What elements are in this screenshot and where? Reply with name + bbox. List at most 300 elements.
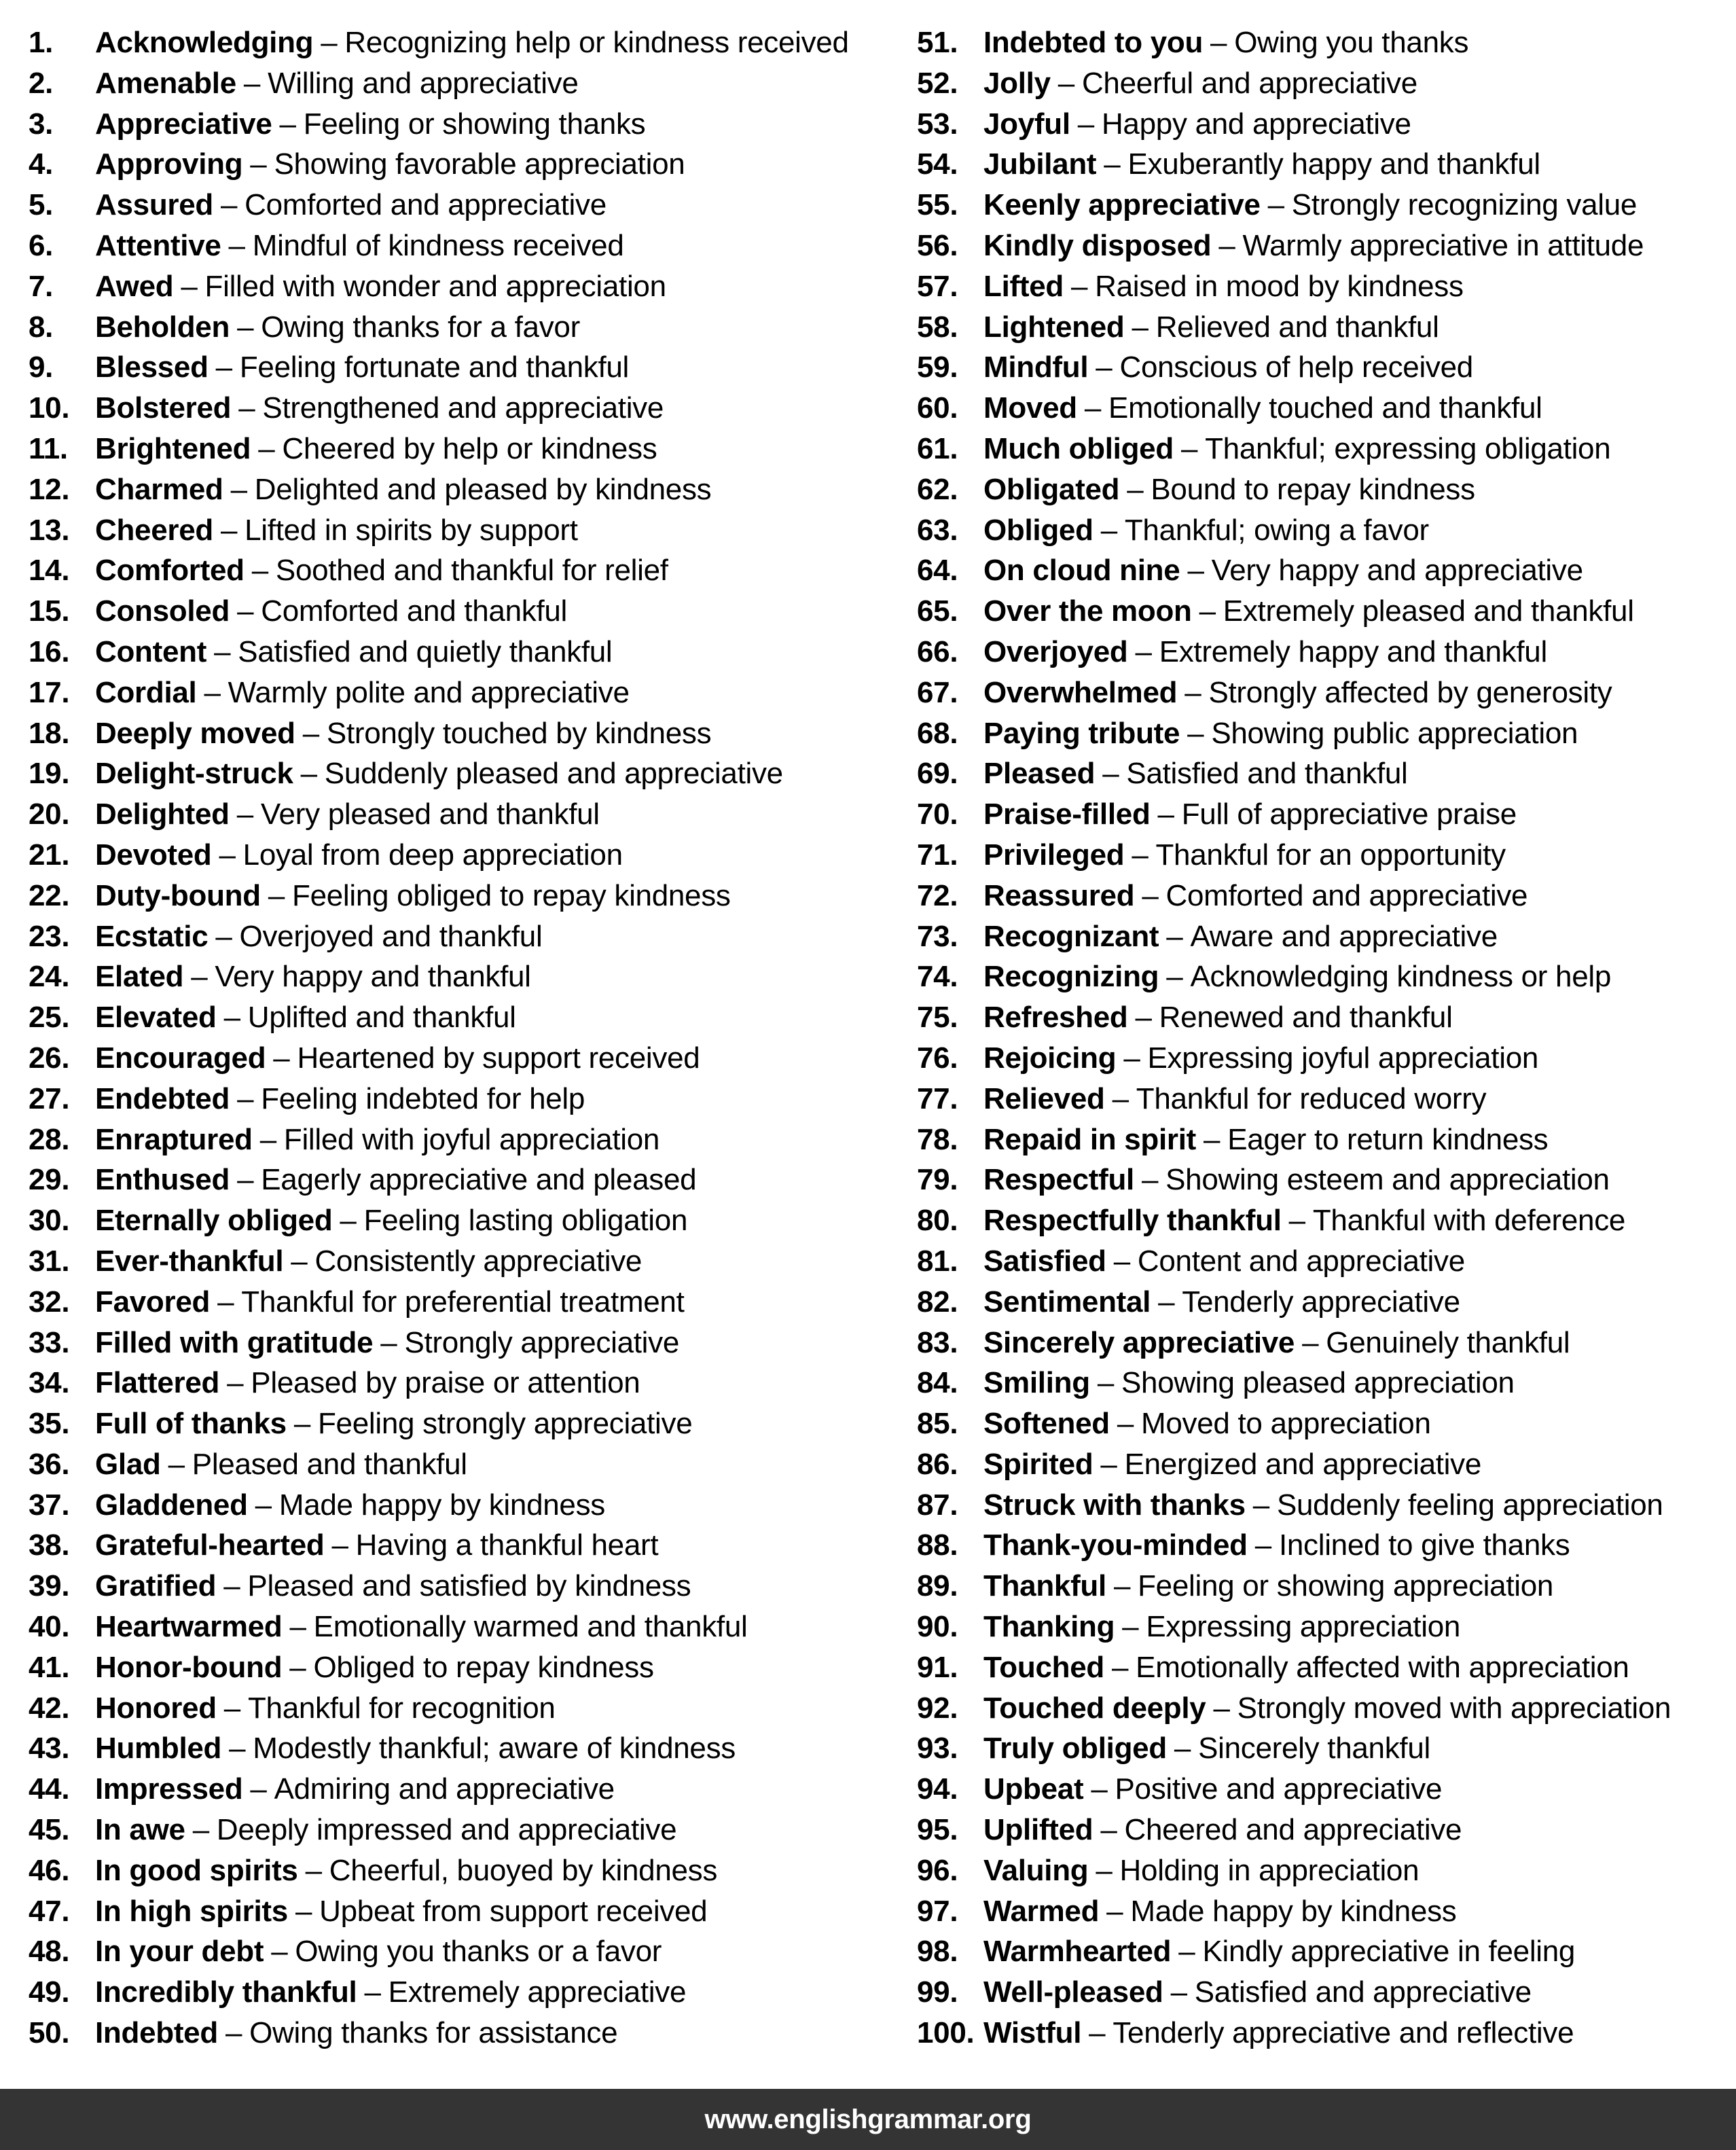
item-number: 8. bbox=[29, 310, 54, 344]
item-term: Content bbox=[95, 634, 207, 668]
item-text bbox=[983, 510, 1429, 551]
item-term: Recognizing bbox=[983, 960, 1159, 994]
item-text bbox=[95, 794, 600, 835]
list-item bbox=[917, 673, 1732, 713]
item-definition: Relieved and thankful bbox=[1155, 310, 1439, 344]
item-separator: – bbox=[321, 26, 338, 59]
item-term: Cordial bbox=[95, 675, 197, 709]
item-term: On cloud nine bbox=[983, 554, 1180, 588]
item-number: 24. bbox=[29, 960, 70, 994]
item-definition: Recognizing help or kindness received bbox=[344, 26, 849, 59]
item-definition: Eager to return kindness bbox=[1227, 1122, 1549, 1156]
item-number: 6. bbox=[29, 228, 54, 262]
item-number: 72. bbox=[917, 878, 958, 912]
item-text bbox=[95, 673, 630, 713]
item-term: Obliged bbox=[983, 513, 1093, 547]
item-definition: Moved to appreciation bbox=[1141, 1407, 1431, 1441]
item-definition: Cheerful and appreciative bbox=[1081, 66, 1417, 100]
item-number: 15. bbox=[29, 594, 70, 628]
item-separator: – bbox=[1089, 2016, 1106, 2050]
item-definition: Thankful for preferential treatment bbox=[241, 1285, 685, 1319]
list-item bbox=[29, 2013, 898, 2054]
item-number: 11. bbox=[29, 431, 68, 465]
item-separator: – bbox=[1166, 960, 1183, 994]
list-item bbox=[917, 1363, 1732, 1403]
list-item bbox=[29, 347, 898, 388]
list-item bbox=[29, 591, 898, 632]
item-definition: Inclined to give thanks bbox=[1278, 1528, 1570, 1562]
list-item bbox=[29, 1891, 898, 1932]
item-number: 20. bbox=[29, 798, 70, 831]
item-definition: Thankful with deference bbox=[1312, 1204, 1626, 1238]
list-item bbox=[917, 956, 1732, 997]
item-definition: Expressing joyful appreciation bbox=[1147, 1041, 1539, 1075]
item-definition: Emotionally touched and thankful bbox=[1108, 391, 1542, 425]
list-item bbox=[29, 1688, 898, 1729]
item-separator: – bbox=[229, 1732, 246, 1766]
item-term: Incredibly thankful bbox=[95, 1975, 357, 2009]
item-separator: – bbox=[1097, 1366, 1114, 1400]
item-number: 81. bbox=[917, 1244, 958, 1278]
item-term: Touched deeply bbox=[983, 1691, 1206, 1725]
item-separator: – bbox=[1170, 1975, 1187, 2009]
item-definition: Warmly appreciative in attitude bbox=[1242, 228, 1644, 262]
item-number: 21. bbox=[29, 838, 70, 872]
item-text bbox=[95, 266, 666, 307]
list-item bbox=[29, 1038, 898, 1079]
item-separator: – bbox=[1213, 1691, 1230, 1725]
item-separator: – bbox=[268, 878, 285, 912]
item-separator: – bbox=[1158, 1285, 1175, 1319]
item-number: 79. bbox=[917, 1163, 958, 1197]
item-number: 38. bbox=[29, 1528, 70, 1562]
item-term: Encouraged bbox=[95, 1041, 266, 1075]
item-definition: Acknowledging kindness or help bbox=[1190, 960, 1612, 994]
item-definition: Feeling or showing appreciation bbox=[1138, 1569, 1554, 1603]
item-text bbox=[983, 1241, 1465, 1282]
item-number: 84. bbox=[917, 1366, 958, 1400]
item-definition: Suddenly pleased and appreciative bbox=[324, 757, 783, 791]
item-definition: Extremely happy and thankful bbox=[1159, 634, 1547, 668]
item-text bbox=[983, 997, 1453, 1038]
item-definition: Made happy by kindness bbox=[1130, 1894, 1457, 1928]
list-item bbox=[29, 713, 898, 754]
list-item bbox=[29, 1241, 898, 1282]
item-text bbox=[983, 1688, 1671, 1729]
item-separator: – bbox=[1185, 675, 1201, 709]
list-item bbox=[917, 1810, 1732, 1850]
item-term: Truly obliged bbox=[983, 1732, 1167, 1766]
item-definition: Feeling strongly appreciative bbox=[317, 1407, 693, 1441]
list-item bbox=[29, 429, 898, 469]
item-text bbox=[983, 2013, 1574, 2054]
item-text bbox=[983, 469, 1475, 510]
item-separator: – bbox=[1113, 1244, 1130, 1278]
item-definition: Conscious of help received bbox=[1119, 351, 1473, 384]
item-text bbox=[95, 1038, 700, 1079]
item-text bbox=[983, 1566, 1553, 1607]
item-term: Acknowledging bbox=[95, 26, 314, 59]
item-separator: – bbox=[271, 1935, 288, 1969]
item-text bbox=[983, 673, 1612, 713]
item-definition: Consistently appreciative bbox=[314, 1244, 643, 1278]
list-item bbox=[29, 307, 898, 348]
list-item bbox=[917, 388, 1732, 429]
item-text bbox=[983, 347, 1473, 388]
list-item bbox=[29, 388, 898, 429]
item-number: 69. bbox=[917, 757, 958, 791]
list-item bbox=[917, 1079, 1732, 1119]
item-definition: Deeply impressed and appreciative bbox=[216, 1813, 677, 1847]
item-term: Flattered bbox=[95, 1366, 220, 1400]
item-number: 14. bbox=[29, 554, 70, 588]
item-number: 85. bbox=[917, 1407, 958, 1441]
item-definition: Thankful for an opportunity bbox=[1155, 838, 1506, 872]
item-term: Upbeat bbox=[983, 1772, 1084, 1806]
item-term: Warmed bbox=[983, 1894, 1100, 1928]
item-separator: – bbox=[295, 1894, 312, 1928]
item-text bbox=[983, 1972, 1532, 2013]
item-separator: – bbox=[1187, 554, 1204, 588]
item-number: 23. bbox=[29, 919, 70, 953]
list-item bbox=[917, 876, 1732, 916]
item-number: 36. bbox=[29, 1447, 70, 1481]
item-separator: – bbox=[1210, 26, 1227, 59]
item-number: 5. bbox=[29, 188, 54, 222]
list-item bbox=[917, 510, 1732, 551]
item-separator: – bbox=[259, 1122, 276, 1156]
list-item bbox=[917, 713, 1732, 754]
item-number: 87. bbox=[917, 1488, 958, 1522]
list-item bbox=[917, 22, 1732, 63]
item-number: 91. bbox=[917, 1650, 958, 1684]
list-item bbox=[29, 794, 898, 835]
item-separator: – bbox=[258, 431, 275, 465]
item-text bbox=[95, 510, 578, 551]
item-term: Reassured bbox=[983, 878, 1135, 912]
item-definition: Very happy and thankful bbox=[215, 960, 531, 994]
item-term: Gladdened bbox=[95, 1488, 248, 1522]
item-number: 54. bbox=[917, 147, 958, 181]
item-separator: – bbox=[1135, 634, 1152, 668]
item-definition: Mindful of kindness received bbox=[252, 228, 624, 262]
item-definition: Strongly touched by kindness bbox=[326, 716, 712, 750]
item-definition: Filled with wonder and appreciation bbox=[204, 269, 666, 303]
item-definition: Positive and appreciative bbox=[1115, 1772, 1443, 1806]
item-text bbox=[95, 550, 668, 591]
list-item bbox=[29, 22, 898, 63]
list-item bbox=[917, 1607, 1732, 1647]
list-item bbox=[29, 1363, 898, 1403]
item-term: Joyful bbox=[983, 107, 1070, 141]
item-text bbox=[95, 835, 623, 876]
item-separator: – bbox=[1100, 1813, 1117, 1847]
item-term: Amenable bbox=[95, 66, 236, 100]
item-number: 47. bbox=[29, 1894, 70, 1928]
item-term: Delighted bbox=[95, 798, 230, 831]
item-number: 9. bbox=[29, 351, 54, 384]
item-term: Pleased bbox=[983, 757, 1096, 791]
item-separator: – bbox=[225, 2016, 242, 2050]
item-text bbox=[95, 22, 849, 63]
item-text bbox=[95, 1891, 707, 1932]
item-term: Appreciative bbox=[95, 107, 272, 141]
item-definition: Feeling obliged to repay kindness bbox=[292, 878, 731, 912]
item-term: Honored bbox=[95, 1691, 217, 1725]
list-item bbox=[917, 1566, 1732, 1607]
item-text bbox=[983, 1850, 1419, 1891]
item-number: 22. bbox=[29, 878, 70, 912]
item-separator: – bbox=[237, 1081, 254, 1115]
item-number: 18. bbox=[29, 716, 70, 750]
item-separator: – bbox=[1141, 1163, 1159, 1197]
item-separator: – bbox=[300, 757, 317, 791]
item-definition: Full of appreciative praise bbox=[1181, 798, 1517, 831]
item-term: Warmhearted bbox=[983, 1935, 1172, 1969]
item-separator: – bbox=[1132, 310, 1149, 344]
item-term: In your debt bbox=[95, 1935, 264, 1969]
item-number: 10. bbox=[29, 391, 70, 425]
item-definition: Cheered by help or kindness bbox=[282, 431, 657, 465]
item-text bbox=[95, 591, 567, 632]
list-item bbox=[29, 1931, 898, 1972]
item-number: 92. bbox=[917, 1691, 958, 1725]
item-definition: Thankful for recognition bbox=[247, 1691, 556, 1725]
item-definition: Thankful; expressing obligation bbox=[1205, 431, 1611, 465]
list-item bbox=[917, 469, 1732, 510]
list-item bbox=[29, 550, 898, 591]
item-text bbox=[983, 1607, 1460, 1647]
item-text bbox=[95, 226, 624, 266]
item-definition: Strongly moved with appreciation bbox=[1237, 1691, 1671, 1725]
list-item bbox=[29, 1485, 898, 1526]
item-term: Respectful bbox=[983, 1163, 1134, 1197]
item-text bbox=[983, 550, 1583, 591]
item-term: Lightened bbox=[983, 310, 1125, 344]
item-text bbox=[95, 997, 516, 1038]
list-item bbox=[29, 144, 898, 185]
list-item bbox=[917, 632, 1732, 673]
item-number: 17. bbox=[29, 675, 70, 709]
item-separator: – bbox=[168, 1447, 185, 1481]
item-term: Lifted bbox=[983, 269, 1064, 303]
item-term: Repaid in spirit bbox=[983, 1122, 1197, 1156]
list-item bbox=[29, 226, 898, 266]
item-number: 12. bbox=[29, 472, 70, 506]
item-separator: – bbox=[1057, 66, 1074, 100]
item-text bbox=[95, 388, 664, 429]
item-number: 44. bbox=[29, 1772, 70, 1806]
item-definition: Expressing appreciation bbox=[1146, 1610, 1461, 1644]
item-definition: Content and appreciative bbox=[1137, 1244, 1465, 1278]
item-separator: – bbox=[279, 107, 296, 141]
item-term: Moved bbox=[983, 391, 1077, 425]
item-text bbox=[983, 713, 1578, 754]
list-item bbox=[917, 1282, 1732, 1323]
item-definition: Suddenly feeling appreciation bbox=[1276, 1488, 1663, 1522]
item-text bbox=[95, 1160, 696, 1200]
item-number: 68. bbox=[917, 716, 958, 750]
item-separator: – bbox=[273, 1041, 290, 1075]
list-item bbox=[917, 753, 1732, 794]
item-number: 67. bbox=[917, 675, 958, 709]
item-definition: Comforted and appreciative bbox=[1165, 878, 1528, 912]
item-number: 19. bbox=[29, 757, 70, 791]
item-term: Rejoicing bbox=[983, 1041, 1117, 1075]
item-number: 93. bbox=[917, 1732, 958, 1766]
item-number: 86. bbox=[917, 1447, 958, 1481]
list-item bbox=[917, 1891, 1732, 1932]
item-term: Awed bbox=[95, 269, 174, 303]
item-definition: Holding in appreciation bbox=[1119, 1853, 1419, 1887]
item-text bbox=[95, 753, 783, 794]
item-term: Impressed bbox=[95, 1772, 243, 1806]
item-text bbox=[983, 1038, 1538, 1079]
item-term: Blessed bbox=[95, 351, 209, 384]
list-item bbox=[917, 835, 1732, 876]
item-definition: Showing pleased appreciation bbox=[1121, 1366, 1515, 1400]
item-term: Recognizant bbox=[983, 919, 1159, 953]
item-definition: Overjoyed and thankful bbox=[239, 919, 543, 953]
list-item bbox=[917, 347, 1732, 388]
list-item bbox=[917, 63, 1732, 104]
item-separator: – bbox=[302, 716, 319, 750]
item-definition: Feeling indebted for help bbox=[261, 1081, 585, 1115]
item-number: 31. bbox=[29, 1244, 70, 1278]
item-term: Comforted bbox=[95, 554, 245, 588]
item-number: 63. bbox=[917, 513, 958, 547]
list-item bbox=[917, 307, 1732, 348]
item-text bbox=[983, 1891, 1457, 1932]
item-separator: – bbox=[230, 472, 247, 506]
item-term: Kindly disposed bbox=[983, 228, 1212, 262]
item-number: 37. bbox=[29, 1488, 70, 1522]
item-separator: – bbox=[1142, 878, 1159, 912]
item-separator: – bbox=[236, 798, 253, 831]
item-number: 75. bbox=[917, 1001, 958, 1035]
item-separator: – bbox=[243, 66, 261, 100]
item-number: 53. bbox=[917, 107, 958, 141]
item-definition: Emotionally warmed and thankful bbox=[313, 1610, 748, 1644]
item-definition: Showing favorable appreciation bbox=[274, 147, 685, 181]
item-definition: Filled with joyful appreciation bbox=[283, 1122, 660, 1156]
item-separator: – bbox=[181, 269, 198, 303]
item-text bbox=[983, 876, 1527, 916]
item-text bbox=[95, 1241, 642, 1282]
item-text bbox=[95, 144, 685, 185]
item-term: Duty-bound bbox=[95, 878, 261, 912]
item-definition: Admiring and appreciative bbox=[274, 1772, 615, 1806]
item-term: Refreshed bbox=[983, 1001, 1128, 1035]
item-separator: – bbox=[227, 1366, 244, 1400]
item-text bbox=[95, 1810, 676, 1850]
item-separator: – bbox=[1254, 1528, 1271, 1562]
item-text bbox=[983, 1931, 1575, 1972]
list-item bbox=[917, 1525, 1732, 1566]
item-separator: – bbox=[250, 147, 267, 181]
item-term: Assured bbox=[95, 188, 213, 222]
item-number: 4. bbox=[29, 147, 54, 181]
list-item bbox=[29, 1566, 898, 1607]
item-term: Heartwarmed bbox=[95, 1610, 283, 1644]
item-separator: – bbox=[220, 188, 238, 222]
word-list-column-left bbox=[29, 22, 898, 2054]
item-term: Elevated bbox=[95, 1001, 217, 1035]
item-definition: Upbeat from support received bbox=[319, 1894, 708, 1928]
item-term: Sentimental bbox=[983, 1285, 1151, 1319]
item-separator: – bbox=[1157, 798, 1174, 831]
item-number: 74. bbox=[917, 960, 958, 994]
item-text bbox=[983, 1282, 1460, 1323]
item-number: 65. bbox=[917, 594, 958, 628]
item-number: 95. bbox=[917, 1813, 958, 1847]
item-number: 29. bbox=[29, 1163, 70, 1197]
item-term: Jubilant bbox=[983, 147, 1097, 181]
item-term: Keenly appreciative bbox=[983, 188, 1261, 222]
item-definition: Genuinely thankful bbox=[1326, 1325, 1570, 1359]
item-definition: Modestly thankful; aware of kindness bbox=[253, 1732, 736, 1766]
list-item bbox=[29, 1119, 898, 1160]
item-separator: – bbox=[1174, 1732, 1191, 1766]
item-definition: Owing you thanks bbox=[1234, 26, 1469, 59]
list-item bbox=[29, 1200, 898, 1241]
list-item bbox=[917, 104, 1732, 145]
item-definition: Emotionally affected with appreciation bbox=[1136, 1650, 1629, 1684]
item-definition: Feeling or showing thanks bbox=[303, 107, 646, 141]
item-number: 42. bbox=[29, 1691, 70, 1725]
item-separator: – bbox=[1204, 1122, 1220, 1156]
item-separator: – bbox=[217, 1285, 234, 1319]
item-separator: – bbox=[1302, 1325, 1319, 1359]
item-number: 7. bbox=[29, 269, 54, 303]
list-item bbox=[29, 956, 898, 997]
item-text bbox=[983, 794, 1517, 835]
item-term: Delight-struck bbox=[95, 757, 293, 791]
item-number: 30. bbox=[29, 1204, 70, 1238]
item-definition: Showing public appreciation bbox=[1211, 716, 1578, 750]
item-separator: – bbox=[1102, 757, 1119, 791]
item-term: Eternally obliged bbox=[95, 1204, 333, 1238]
list-item bbox=[917, 1119, 1732, 1160]
item-number: 100. bbox=[917, 2016, 975, 2050]
item-term: Privileged bbox=[983, 838, 1125, 872]
item-separator: – bbox=[251, 554, 268, 588]
item-number: 57. bbox=[917, 269, 958, 303]
list-item bbox=[917, 1485, 1732, 1526]
item-number: 1. bbox=[29, 26, 54, 59]
item-separator: – bbox=[1113, 1569, 1131, 1603]
item-number: 90. bbox=[917, 1610, 958, 1644]
item-term: Honor-bound bbox=[95, 1650, 283, 1684]
item-term: Bolstered bbox=[95, 391, 232, 425]
item-definition: Aware and appreciative bbox=[1190, 919, 1498, 953]
item-separator: – bbox=[1267, 188, 1284, 222]
item-term: Respectfully thankful bbox=[983, 1204, 1282, 1238]
item-term: Over the moon bbox=[983, 594, 1192, 628]
item-separator: – bbox=[228, 228, 245, 262]
list-item bbox=[917, 1972, 1732, 2013]
item-number: 99. bbox=[917, 1975, 958, 2009]
item-term: Devoted bbox=[95, 838, 212, 872]
item-term: Ever-thankful bbox=[95, 1244, 284, 1278]
item-text bbox=[95, 713, 711, 754]
item-definition: Uplifted and thankful bbox=[247, 1001, 516, 1035]
item-text bbox=[983, 429, 1610, 469]
item-text bbox=[95, 1931, 662, 1972]
list-item bbox=[917, 1850, 1732, 1891]
item-text bbox=[983, 1200, 1625, 1241]
list-item bbox=[29, 1444, 898, 1485]
